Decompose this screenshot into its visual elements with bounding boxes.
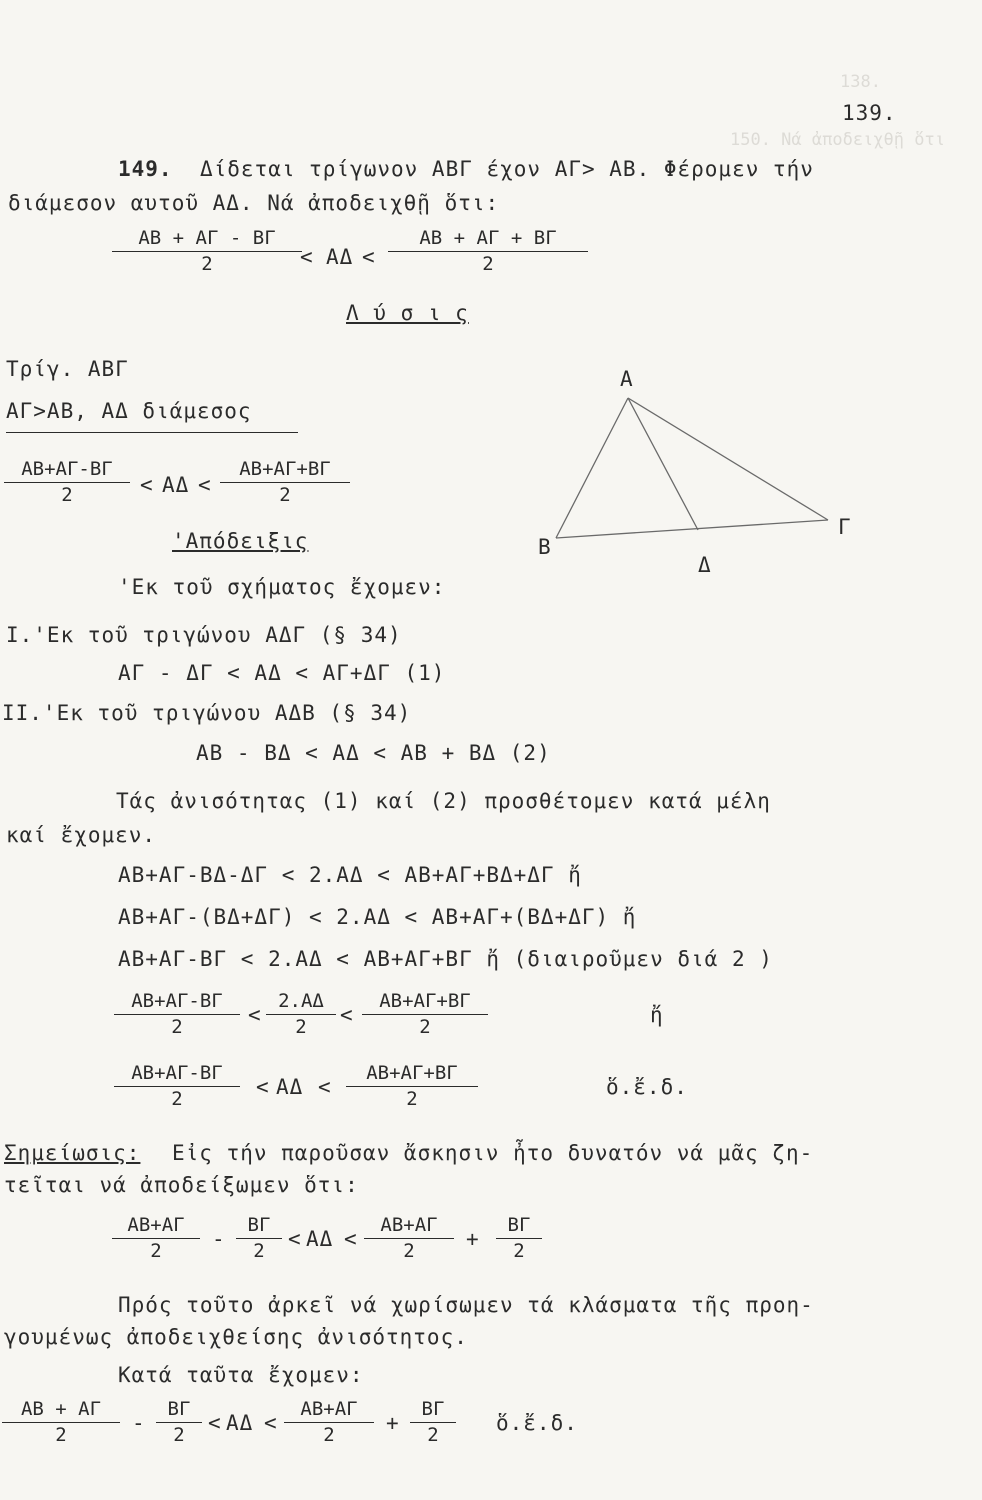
fraction-numerator: ΑΒ+ΑΓ-ΒΓ [114, 990, 240, 1015]
fraction-numerator: ΑΒ+ΑΓ+ΒΓ [362, 990, 488, 1015]
fraction-denominator: 2 [171, 1088, 183, 1110]
vertex-label-a: Α [620, 367, 634, 391]
minus-sign: - [132, 1411, 146, 1435]
fraction-denominator: 2 [323, 1424, 335, 1446]
fraction-denominator: 2 [419, 1016, 431, 1038]
less-than-sign: < [208, 1411, 222, 1435]
fraction-numerator: ΑΒ + ΑΓ - ΒΓ [112, 227, 302, 252]
proof-l4-fraction-c [362, 990, 488, 1039]
fraction-denominator: 2 [403, 1240, 415, 1262]
remark-line-3: Πρός τοῦτο ἀρκεῖ νά χωρίσωμεν τά κλάσματα τῆς προη- [118, 1293, 814, 1317]
remark-fraction-d [496, 1214, 542, 1263]
less-than-sign: < [198, 473, 212, 497]
proof-title: 'Απόδειξις [172, 529, 309, 553]
final-fraction-b [156, 1398, 202, 1447]
remark-line-2: τεῖται νά ἀποδείξωμεν ὅτι: [4, 1173, 359, 1197]
final-middle: ΑΔ [226, 1411, 254, 1435]
fraction-numerator: ΑΒ+ΑΓ [364, 1214, 454, 1239]
fraction-denominator: 2 [427, 1424, 439, 1446]
less-than-sign: < [318, 1075, 332, 1099]
less-than-sign: < [362, 245, 376, 269]
given-line-2: ΑΓ>ΑΒ, ΑΔ διάμεσος [6, 399, 252, 423]
given-line-1: Τρίγ. ΑΒΓ [6, 357, 129, 381]
proof-step-2: II.'Εκ τοῦ τριγώνου ΑΔΒ (§ 34) [2, 701, 412, 725]
triangle-median-ad [628, 398, 698, 530]
less-than-sign: < [256, 1075, 270, 1099]
remark-middle: ΑΔ [306, 1227, 334, 1251]
remark-fraction-b [236, 1214, 282, 1263]
fraction-numerator: ΑΒ+ΑΓ [112, 1214, 200, 1239]
fraction-numerator: ΑΒ+ΑΓ+ΒΓ [346, 1062, 478, 1087]
fraction-numerator: ΒΓ [496, 1214, 542, 1239]
less-than-sign: < [248, 1003, 262, 1027]
page-number: 139. [842, 101, 897, 125]
fraction-denominator: 2 [61, 484, 73, 506]
less-than-sign: < [140, 473, 154, 497]
proof-qed: ὅ.ἔ.δ. [606, 1075, 688, 1099]
proof-l4-tail: ἤ [650, 1003, 664, 1027]
final-fraction-d [410, 1398, 456, 1447]
less-than-sign: < [344, 1227, 358, 1251]
triangle-side-ag [628, 398, 828, 520]
remark-line-5: Κατά ταῦτα ἔχομεν: [118, 1363, 364, 1387]
remark-fraction-a [112, 1214, 200, 1263]
problem-line-2: διάμεσον αυτοῦ ΑΔ. Νά ἀποδειχθῇ ὅτι: [8, 191, 500, 215]
fraction-numerator: ΑΒ+ΑΓ+ΒΓ [220, 458, 350, 483]
fraction-denominator: 2 [201, 253, 213, 275]
proof-l4-fraction-a [114, 990, 240, 1039]
fraction-numerator: ΒΓ [236, 1214, 282, 1239]
bleed-through-text: 138. [840, 72, 881, 92]
fraction-numerator: ΑΒ + ΑΓ [2, 1398, 120, 1423]
final-qed: ὅ.ἔ.δ. [496, 1411, 578, 1435]
fraction-numerator: ΒΓ [156, 1398, 202, 1423]
proof-line-3: ΑΒ+ΑΓ-ΒΓ < 2.ΑΔ < ΑΒ+ΑΓ+ΒΓ ἤ (διαιροῦμεν διά 2 ) [118, 947, 773, 971]
triangle-side-ab [556, 398, 628, 538]
fraction-numerator: ΑΒ+ΑΓ-ΒΓ [114, 1062, 240, 1087]
fraction-denominator: 2 [295, 1016, 307, 1038]
proof-line-1: ΑΒ+ΑΓ-ΒΔ-ΔΓ < 2.ΑΔ < ΑΒ+ΑΓ+ΒΔ+ΔΓ ἤ [118, 863, 582, 887]
fraction-denominator: 2 [55, 1424, 67, 1446]
fraction-numerator: 2.ΑΔ [266, 990, 336, 1015]
vertex-label-b: Β [538, 535, 552, 559]
proof-inequality-1: ΑΓ - ΔΓ < ΑΔ < ΑΓ+ΔΓ (1) [118, 661, 446, 685]
remark-line-4: γουμένως ἀποδειχθείσης ἀνισότητος. [4, 1325, 468, 1349]
final-fraction-c [284, 1398, 374, 1447]
fraction-numerator: ΑΒ+ΑΓ-ΒΓ [4, 458, 130, 483]
fraction-denominator: 2 [173, 1424, 185, 1446]
fraction-denominator: 2 [406, 1088, 418, 1110]
fraction-denominator: 2 [513, 1240, 525, 1262]
vertex-label-g: Γ [838, 515, 852, 539]
less-than-sign: < [340, 1003, 354, 1027]
main-middle-term: ΑΔ [326, 245, 354, 269]
proof-sum-line-2: καί ἔχομεν. [6, 823, 157, 847]
problem-number: 149. [118, 157, 173, 181]
triangle-side-bg [556, 520, 828, 538]
proof-l5-fraction-c [346, 1062, 478, 1111]
problem-line-1: Δίδεται τρίγωνον ΑΒΓ έχον ΑΓ> ΑΒ. Φέρομεν τήν [200, 157, 814, 181]
proof-l5-fraction-a [114, 1062, 240, 1111]
fraction-denominator: 2 [150, 1240, 162, 1262]
remark-label: Σημείωσις: [4, 1141, 141, 1165]
given-middle-term: ΑΔ [162, 473, 190, 497]
proof-l4-fraction-b [266, 990, 336, 1039]
plus-sign: + [466, 1227, 480, 1251]
fraction-numerator: ΑΒ+ΑΓ [284, 1398, 374, 1423]
proof-step-1: I.'Εκ τοῦ τριγώνου ΑΔΓ (§ 34) [6, 623, 402, 647]
fraction-denominator: 2 [171, 1016, 183, 1038]
proof-inequality-2: ΑΒ - ΒΔ < ΑΔ < ΑΒ + ΒΔ (2) [196, 741, 551, 765]
proof-sum-line-1: Τάς ἀνισότητας (1) καί (2) προσθέτομεν κατά μέλη [116, 789, 771, 813]
bleed-through-text: 150. Νά ἀποδειχθῇ ὅτι [730, 130, 945, 150]
less-than-sign: < [300, 245, 314, 269]
plus-sign: + [386, 1411, 400, 1435]
fraction-numerator: ΒΓ [410, 1398, 456, 1423]
fraction-denominator: 2 [482, 253, 494, 275]
solution-title: Λ ύ σ ι ς [346, 301, 469, 325]
point-label-d: Δ [698, 553, 712, 577]
fraction-numerator: ΑΒ + ΑΓ + ΒΓ [388, 227, 588, 252]
proof-l5-middle: ΑΔ [276, 1075, 304, 1099]
less-than-sign: < [288, 1227, 302, 1251]
proof-intro: 'Εκ τοῦ σχήματος ἔχομεν: [118, 575, 446, 599]
remark-line-1: Εἰς τήν παροῦσαν ἄσκησιν ἦτο δυνατόν νά μᾶς ζη- [172, 1141, 814, 1165]
fraction-denominator: 2 [253, 1240, 265, 1262]
fraction-denominator: 2 [279, 484, 291, 506]
remark-fraction-c [364, 1214, 454, 1263]
minus-sign: - [212, 1227, 226, 1251]
less-than-sign: < [264, 1411, 278, 1435]
final-fraction-a [2, 1398, 120, 1447]
proof-line-2: ΑΒ+ΑΓ-(ΒΔ+ΔΓ) < 2.ΑΔ < ΑΒ+ΑΓ+(ΒΔ+ΔΓ) ἤ [118, 905, 637, 929]
